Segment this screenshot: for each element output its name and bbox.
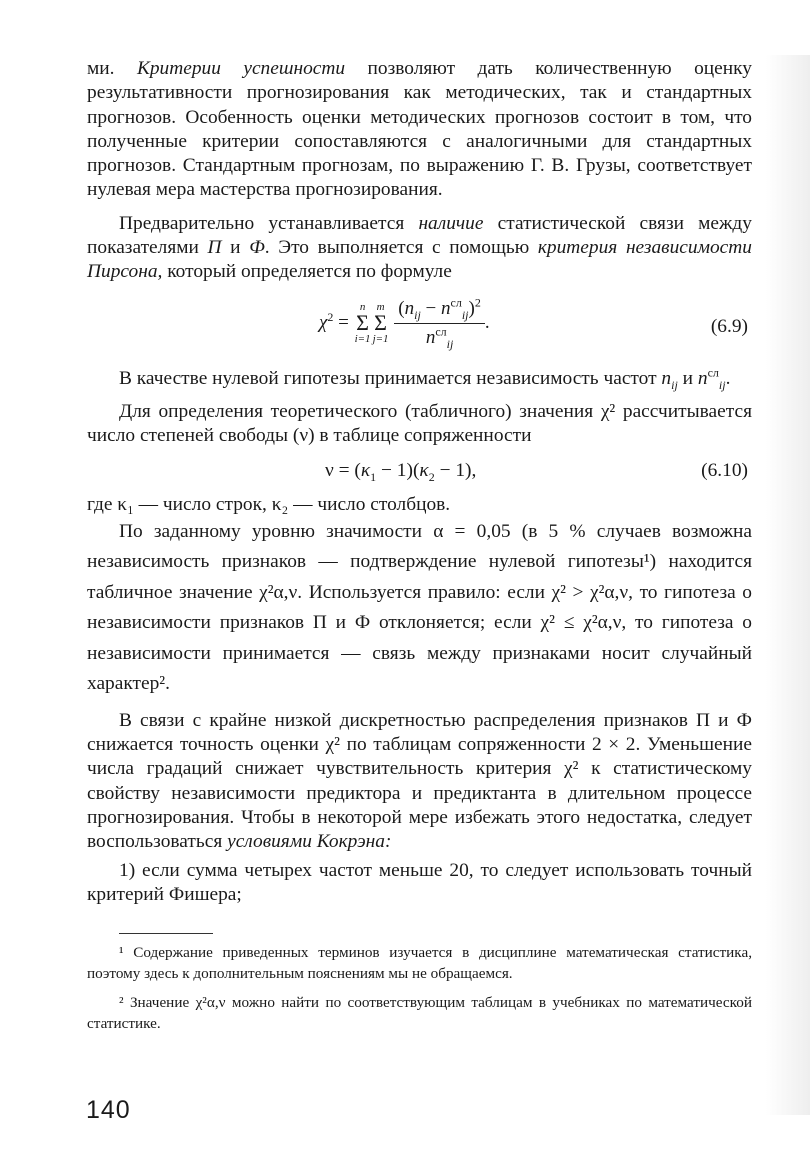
term-presence: наличие (418, 212, 484, 234)
term-success-criteria: Критерии успешности (136, 58, 346, 79)
equation-number: (6.10) (701, 459, 748, 481)
paragraph-6: По заданному уровню значимости α = 0,05 (в 5 % случаев возможна независимость признаков — подтверждение нулевой гипотезы¹) находится табличное значение χ²α,ν. Используется правило: если χ² > χ²α,ν, то гипотеза о независимости признаков П и Ф отклоняется; если χ² ≤ χ²α,ν, то гипотеза о независимости принимается — связь между признаками носит случайный характер². (87, 520, 752, 695)
symbol-F: Ф (249, 237, 265, 259)
chi-square-formula: $\chi^2$ = n Σ i=1 m Σ j=1 $\frac{(n_{ij} - n^{сл}_{ij})^2}{n^{сл}_{ij}}$ . (319, 295, 490, 351)
footnote-2: ² Значение χ²α,ν можно найти по соответствующим таблицам в учебниках по математической статистике. (87, 994, 752, 1033)
paragraph-4: Для определения теоретического (табличного) значения χ² рассчитывается число степеней свободы (ν) в таблице сопряженности (87, 400, 752, 447)
footnote-separator (119, 933, 213, 934)
page-edge-shadow (766, 55, 810, 1115)
text: Предварительно устанавливается (119, 212, 405, 234)
text: позволяют дать количественную оценку результативности прогнозирования как методических, так и стандартных прогнозов. Особенность оценки методических прогнозов состоит в том, что полученные критерии сопоставляются с аналогичными для стандартных прогнозов. Стандартным прогнозам, по выражению Г. В. Грузы, соответствует нулевая мера мастерства прогнозирования. (87, 58, 752, 201)
paragraph-2 (87, 212, 752, 285)
equation-6-9 (87, 293, 752, 361)
term-cochran-conditions: условиями Кокрэна: (227, 831, 392, 853)
page-number: 140 (86, 1096, 131, 1124)
paragraph-5: где κ₁ — число строк, κ₂ — число столбцов. (87, 493, 451, 515)
text: статистической связи между показателями (87, 212, 752, 259)
equation-number: (6.9) (710, 315, 748, 337)
paragraph-1 (87, 57, 752, 203)
equation-6-10 (87, 453, 752, 489)
paragraph-3: В качестве нулевой гипотезы принимается независимость частот $n_{ij}$ и $n^{сл}_{ij}$. (119, 365, 731, 392)
text: В связи с крайне низкой дискретностью распределения признаков П и Ф снижается точность оценки χ² по таблицам сопряженности 2 × 2. Уменьшение числа градаций снижает чувствительность критерия χ² к статистическому свойству независимости предиктора и предиктанта в длительном процессе прогнозирования. Чтобы в некоторой мере избежать этого недостатка, следует воспользоваться (87, 709, 752, 853)
text: который определяется по формуле (167, 261, 452, 283)
text: . Это выполняется с помощью (264, 237, 530, 259)
symbol-P: П (207, 237, 222, 259)
paragraph-8: 1) если сумма четырех частот меньше 20, то следует использовать точный критерий Фишера; (87, 859, 752, 905)
footnote-1: ¹ Содержание приведенных терминов изучается в дисциплине математическая статистика, поэтому здесь к дополнительным пояснениям мы не обращаемся. (87, 944, 752, 983)
text: ми. (87, 58, 115, 79)
degrees-of-freedom-formula: $\nu = (\kappa_1 - 1)(\kappa_2 - 1)$, (325, 459, 477, 484)
term-pearson-criterion: критерия независимости Пирсона, (87, 237, 752, 283)
text: и (230, 237, 241, 259)
page-body (87, 57, 752, 1034)
text: В качестве нулевой гипотезы принимается независимость частот (119, 367, 657, 389)
paragraph-7 (87, 709, 752, 855)
